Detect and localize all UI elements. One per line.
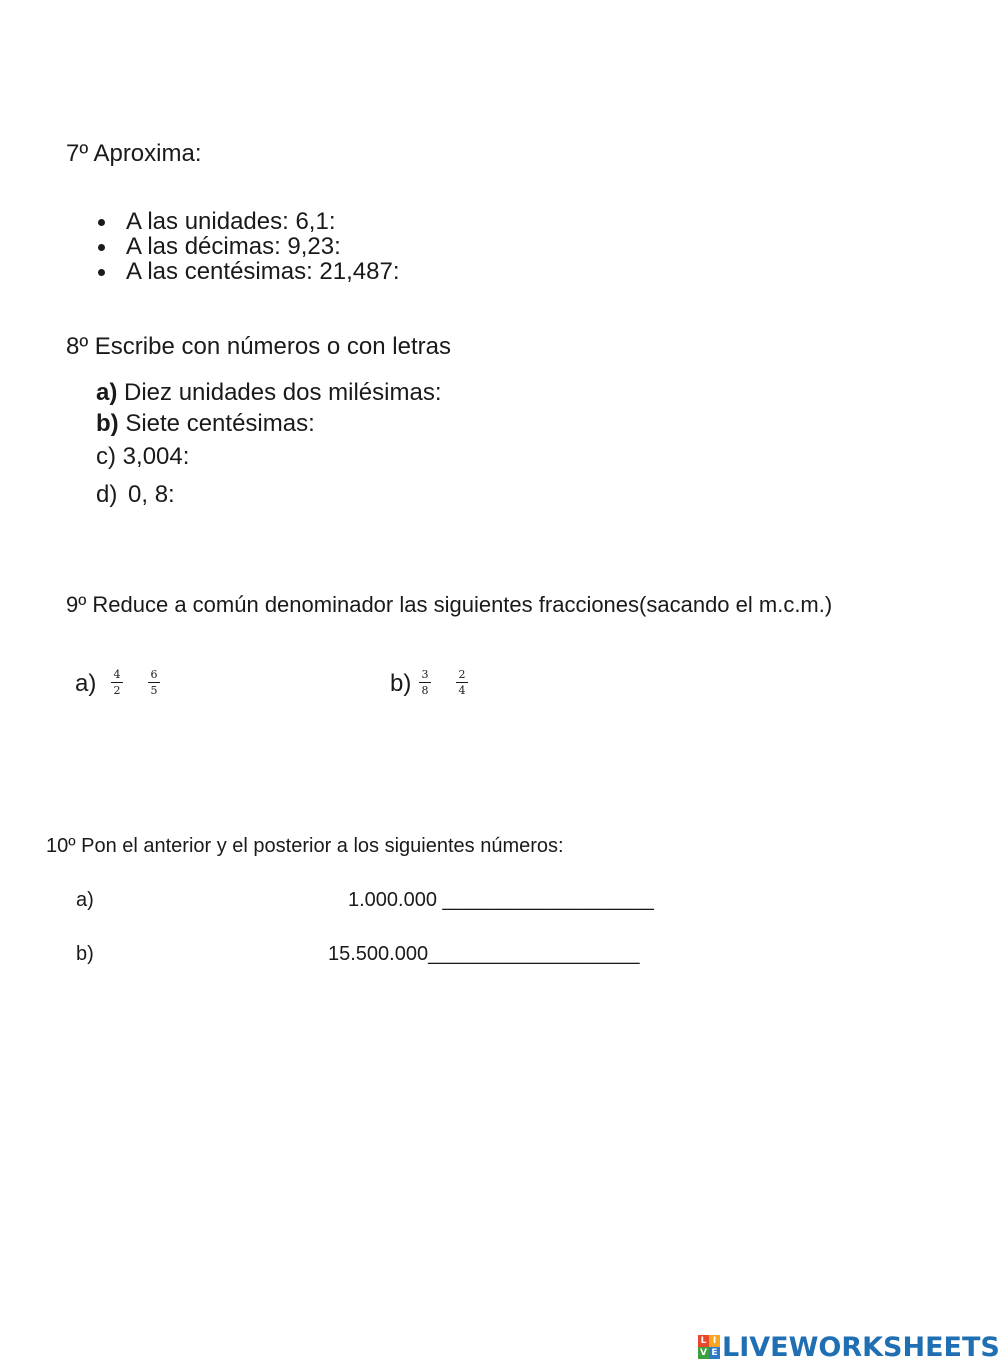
fraction [419,669,431,697]
q8-item-text: 0, 8: [128,481,175,508]
q8-item-b [96,410,315,438]
q7-item-text: A las décimas: 9,23: [126,233,341,260]
q9-a-label: a) [75,670,97,697]
q10-row-label: a) [76,889,94,911]
brand-text: LIVEWORKSHEETS [722,1331,1000,1363]
q9-b-label: b) [390,670,412,697]
q9-title: 9º Reduce a común denominador las siguientes fracciones(sacando el m.c.m.) [66,592,833,617]
bullet-icon [98,219,105,226]
q7-item-text: A las centésimas: 21,487: [126,258,400,285]
fraction-numerator: 6 [148,669,160,683]
q10-title: 10º Pon el anterior y el posterior a los siguientes números: [46,835,564,857]
fraction-denominator: 4 [458,684,466,697]
q10-row-label: b) [76,943,94,965]
q8-item-c [96,443,189,471]
q8-item-label: d) [96,481,118,508]
q7-list [96,209,400,284]
q8-item-text: 3,004: [122,443,190,470]
q7-title: 7º Aproxima: [66,140,202,167]
list-item [96,259,400,284]
fraction-denominator: 2 [113,684,121,697]
q10-row-value: 1.000.000 ___________________ [348,889,654,911]
fraction-denominator: 8 [421,684,429,697]
fraction-denominator: 5 [150,684,158,697]
fraction [148,669,160,697]
q7-item-text: A las unidades: 6,1: [126,208,336,235]
fraction-numerator: 3 [419,669,431,683]
q8-item-text: Diez unidades dos milésimas: [124,379,442,406]
list-item [96,209,400,234]
q8-title: 8º Escribe con números o con letras [66,333,451,360]
list-item [96,234,400,259]
q8-item-label: c) [96,443,116,470]
liveworksheets-logo-icon: L I V E [698,1335,720,1359]
fraction-numerator: 4 [111,669,123,683]
liveworksheets-logo [698,1330,1000,1364]
bullet-icon [98,269,105,276]
fraction [111,669,123,697]
q8-item-label: b) [96,410,119,437]
q10-row-value: 15.500.000___________________ [328,943,640,965]
fraction [456,669,468,697]
q8-item-label: a) [96,379,118,406]
q8-item-d [96,481,175,509]
fraction-numerator: 2 [456,669,468,683]
bullet-icon [98,244,105,251]
q8-item-a [96,379,442,407]
q8-item-text: Siete centésimas: [125,410,315,437]
